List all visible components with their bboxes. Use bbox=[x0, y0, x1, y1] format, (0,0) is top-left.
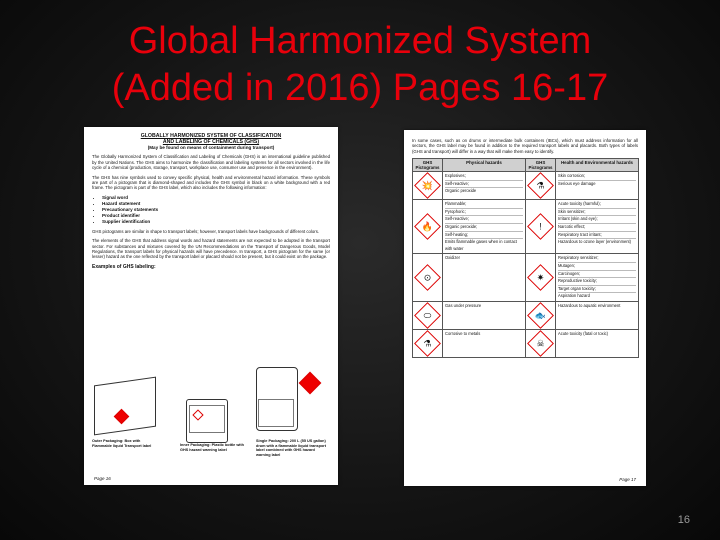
slide-title-line2: (Added in 2016) Pages 16-17 bbox=[111, 67, 609, 109]
table-row bbox=[413, 200, 639, 254]
hazard-item: Narcotic effect; bbox=[558, 224, 636, 232]
slide-number: 16 bbox=[677, 514, 690, 526]
hazard-item: Organic peroxide; bbox=[445, 224, 523, 232]
hazard-item: Carcinogen; bbox=[558, 271, 636, 279]
caption-single-packaging: Single Packaging: 200 L (55 US gallon) drum with a flammable liquid transport label combined with GHS hazard warning label bbox=[256, 439, 327, 457]
gas-cylinder-icon bbox=[414, 302, 441, 329]
pictogram-cell bbox=[526, 301, 556, 329]
flame-icon bbox=[414, 213, 441, 240]
page16-bullet-list bbox=[102, 195, 330, 225]
physical-hazards-cell bbox=[443, 301, 526, 329]
health-hazards-cell bbox=[556, 254, 639, 302]
slide-title bbox=[0, 18, 720, 112]
hazard-item: Corrosive to metals bbox=[445, 330, 481, 336]
table-row bbox=[413, 254, 639, 302]
page-16-image bbox=[84, 127, 338, 485]
pictogram-cell bbox=[413, 301, 443, 329]
health-hazards-cell bbox=[556, 200, 639, 254]
corrosion-icon bbox=[527, 172, 554, 199]
hazard-item: Acute toxicity (fatal or toxic) bbox=[558, 330, 609, 336]
caption-outer-packaging: Outer Packaging: Box with Flammable liquid Transport label bbox=[92, 439, 152, 448]
page16-number: Page 16 bbox=[94, 476, 111, 481]
hazard-item: Reproductive toxicity; bbox=[558, 278, 636, 286]
health-hazard-icon bbox=[527, 264, 554, 291]
pictogram-cell bbox=[413, 329, 443, 357]
page16-para1: The Globally Harmonized System of Classification and Labeling of Chemicals (GHS) is an international guideline published by the United Nations. The GHS aims to harmonize the classification and labeling systems for all sectors involved in the life cycle of a chemical (production, storage, transport, workplace use, consumer use and presence in the environment). bbox=[92, 154, 330, 171]
skull-crossbones-icon bbox=[527, 330, 554, 357]
physical-hazards-cell bbox=[443, 200, 526, 254]
pictogram-symbol: ! bbox=[539, 221, 542, 232]
physical-hazards-cell bbox=[443, 329, 526, 357]
page17-intro: In some cases, such as on drums or intermediate bulk containers (IBCs), which must address information for all sectors, the GHS label may be found in addition to the required transport labels and placards. Both types of labels (GHS and transport) will differ in a way that will make them easy to identify. bbox=[412, 138, 638, 154]
header-physical-hazards: Physical hazards bbox=[443, 159, 526, 172]
physical-hazards-cell bbox=[443, 254, 526, 302]
pictogram-symbol: ⊙ bbox=[423, 272, 432, 283]
ghs-labeling-illustration bbox=[90, 359, 332, 457]
hazard-item: Self-heating; bbox=[445, 232, 523, 240]
page16-subtitle: (May be found on means of containment during transport) bbox=[147, 145, 275, 151]
corrosion-icon bbox=[414, 330, 441, 357]
page16-para3: GHS pictograms are similar in shape to transport labels; however, transport labels have backgrounds of different colors. bbox=[92, 228, 320, 234]
pictogram-symbol: 🐟 bbox=[534, 309, 547, 320]
environment-icon bbox=[527, 302, 554, 329]
hazard-item: Irritant (skin and eye); bbox=[558, 216, 636, 224]
bullet-item: • Supplier identification bbox=[102, 219, 330, 225]
flame-over-circle-icon bbox=[414, 264, 441, 291]
hazard-item: Skin sensitizer; bbox=[558, 209, 636, 217]
pictogram-cell bbox=[526, 172, 556, 200]
outer-packaging-box bbox=[94, 377, 156, 436]
hazard-item: Flammable; bbox=[445, 201, 523, 209]
pictogram-cell bbox=[526, 254, 556, 302]
page16-examples-label: Examples of GHS labeling: bbox=[92, 263, 156, 270]
page16-title-line1: GLOBALLY HARMONIZED SYSTEM OF CLASSIFICATION bbox=[140, 133, 282, 139]
ghs-warning-label bbox=[189, 405, 225, 433]
drum-flammable-label-icon bbox=[299, 372, 322, 395]
physical-hazards-cell bbox=[443, 172, 526, 200]
explosive-icon bbox=[414, 172, 441, 199]
pictogram-symbol: ⚗ bbox=[536, 180, 545, 191]
hazard-item: Acute toxicity (harmful); bbox=[558, 201, 636, 209]
page-17-image bbox=[404, 130, 646, 486]
pictogram-symbol: ⚗ bbox=[423, 337, 432, 348]
header-ghs-pictograms-left: GHS Pictograms bbox=[413, 159, 443, 172]
pictogram-cell bbox=[413, 200, 443, 254]
hazard-item: Oxidizer bbox=[445, 255, 461, 261]
hazard-item: Self-reactive; bbox=[445, 216, 523, 224]
exclamation-icon bbox=[527, 213, 554, 240]
bullet-item: • Precautionary statements bbox=[102, 207, 330, 213]
hazard-item: Explosives; bbox=[445, 173, 523, 181]
table-body bbox=[413, 172, 639, 358]
pictogram-cell bbox=[526, 329, 556, 357]
bullet-item: • Product identifier bbox=[102, 213, 330, 219]
hazard-item: Emits flammable gases when in contact with water bbox=[445, 239, 517, 251]
page16-title-line2: AND LABELING OF CHEMICALS (GHS) bbox=[162, 139, 260, 146]
slide-title-line1: Global Harmonized System bbox=[128, 20, 592, 62]
hazard-item: Skin corrosion; bbox=[558, 173, 636, 181]
header-ghs-pictograms-right: GHS Pictograms bbox=[526, 159, 556, 172]
caption-inner-packaging: Inner Packaging: Plastic bottle with GHS hazard warning label bbox=[180, 443, 244, 452]
bullet-item: • Signal word bbox=[102, 195, 330, 201]
health-hazards-cell bbox=[556, 301, 639, 329]
pictogram-cell bbox=[413, 172, 443, 200]
table-header-row bbox=[413, 159, 639, 172]
hazard-item: Pyrophoric; bbox=[445, 209, 523, 217]
hazard-item: Hazardous to aquatic environment bbox=[558, 302, 621, 308]
pictogram-symbol: 💥 bbox=[421, 180, 434, 191]
bullet-item: • Hazard statement bbox=[102, 201, 330, 207]
health-hazards-cell bbox=[556, 329, 639, 357]
table-row bbox=[413, 329, 639, 357]
hazard-item: Mutagen; bbox=[558, 263, 636, 271]
table-row bbox=[413, 301, 639, 329]
ghs-pictogram-table bbox=[412, 158, 639, 358]
hazard-item: Organic peroxide bbox=[445, 188, 477, 194]
page16-title bbox=[92, 133, 330, 145]
hazard-item: Self-reactive; bbox=[445, 181, 523, 189]
hazard-item: Aspiration hazard bbox=[558, 293, 590, 299]
hazard-item: Respiratory sensitizer; bbox=[558, 255, 636, 263]
header-health-environmental-hazards: Health and Environmental hazards bbox=[556, 159, 639, 172]
health-hazards-cell bbox=[556, 172, 639, 200]
hazard-item: Serious eye damage bbox=[558, 180, 596, 186]
page16-para2: The GHS has nine symbols used to convey specific physical, health and environmental hazard information. These symbols are part of a pictogram that is diamond-shaped and includes the GHS symbol in black on a white background with a red frame. The pictogram is part of the GHS label, which also includes the following information: bbox=[92, 174, 330, 191]
pictogram-symbol: 🔥 bbox=[421, 221, 434, 232]
drum-ghs-label bbox=[258, 399, 294, 427]
pictogram-symbol: ⬭ bbox=[423, 309, 432, 320]
hazard-item: Respiratory tract irritant; bbox=[558, 232, 636, 240]
pictogram-symbol: ✷ bbox=[536, 272, 545, 283]
pictogram-cell bbox=[526, 200, 556, 254]
pictogram-symbol: ☠ bbox=[536, 337, 545, 348]
pictogram-cell bbox=[413, 254, 443, 302]
hazard-item: Gas under pressure bbox=[445, 302, 482, 308]
page16-para4: The elements of the GHS that address signal words and hazard statements are not expected to be adopted in the transport sector. For substances and mixtures covered by the UN Recommendations on the Transport of Dangerous Goods, Model Regulations, the transport labels for physical hazards will have precedence. In transport, a GHS pictogram for the same (or lesser) hazard as the one reflected by the transport label or placard should not be present, but it could exist on the package. bbox=[92, 238, 330, 260]
table-row bbox=[413, 172, 639, 200]
hazard-item: Hazardous to ozone layer (environment) bbox=[558, 239, 632, 245]
hazard-item: Target organ toxicity; bbox=[558, 286, 636, 294]
page17-number: Page 17 bbox=[619, 477, 636, 482]
